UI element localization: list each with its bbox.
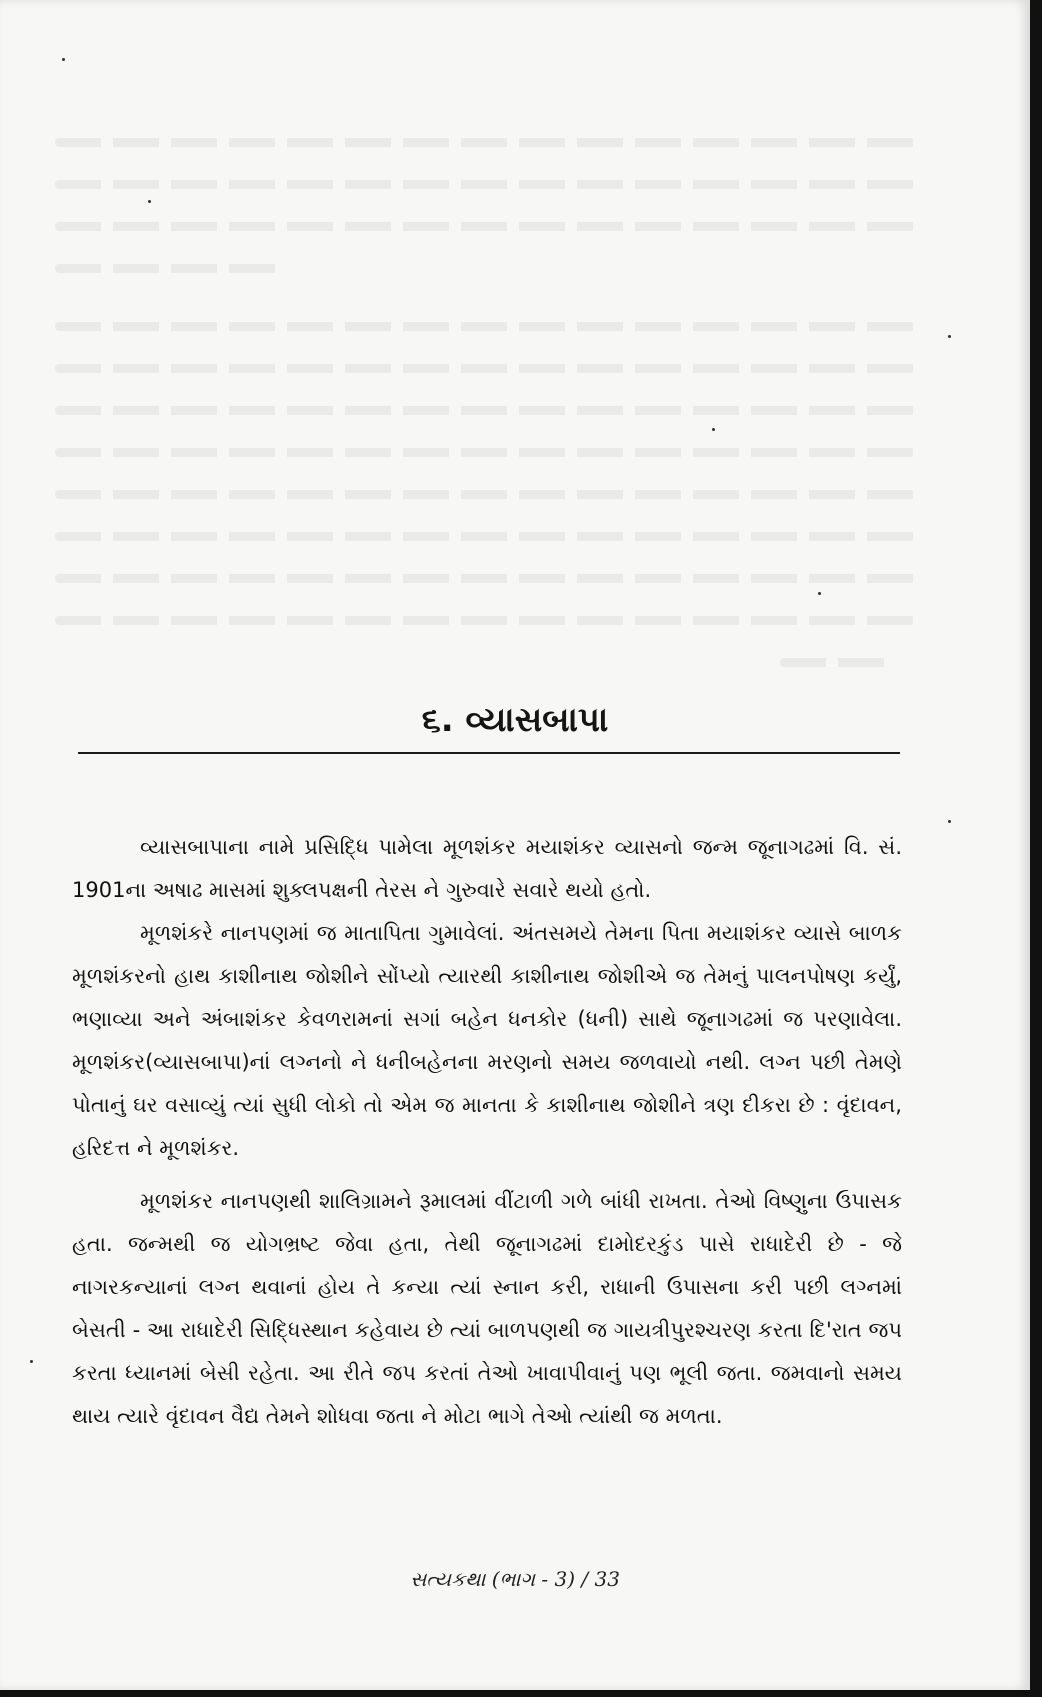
paper-speck [148,200,151,203]
paragraph-2: મૂળશંકરે નાનપણમાં જ માતાપિતા ગુમાવેલાં. અંતસમયે તેમના પિતા મયાશંકર વ્યાસે બાળક મૂળશંકરનો હાથ કાશીનાથ જોશીને સોંપ્યો ત્યારથી કાશીનાથ જોશીએ જ તેમનું પાલનપોષણ કર્યું, ભણાવ્યા અને અંબાશંકર કેવળરામનાં સગાં બહેન ધનકોર (ધની) સાથે જૂનાગઢમાં જ પરણાવેલા. મૂળશંકર(વ્યાસબાપા)નાં લગ્નનો ને ધનીબહેનના મરણનો સમય જળવાયો નથી. લગ્ન પછી તેમણે પોતાનું ઘર વસાવ્યું ત્યાં સુધી લોકો તો એમ જ માનતા કે કાશીનાથ જોશીને ત્રણ દીકરા છે : વૃંદાવન, હરિદત્ત ને મૂળશંકર. [72,921,902,1160]
bleed-through-line [55,364,915,373]
chapter-title: ૬. વ્યાસબાપા [421,700,609,740]
bleed-through-line [780,658,890,667]
chapter-body [72,826,902,1438]
bleed-through-line [55,264,285,273]
paper-speck [712,428,715,431]
paper-speck [818,592,821,595]
bleed-through-line [55,322,915,331]
title-divider [78,752,900,754]
paper-speck [948,335,951,338]
page-footer: સત્યકથા (ભાગ - 3) / 33 [410,1567,620,1591]
paper-speck [30,1360,33,1363]
bleed-through-line [55,222,915,231]
paper-speck [948,820,951,823]
bleed-through-line [55,406,915,415]
bleed-through-line [55,180,915,189]
bleed-through-line [55,490,915,499]
bleed-through-line [55,616,915,625]
paragraph-1: વ્યાસબાપાના નામે પ્રસિદ્ધિ પામેલા મૂળશંકર મયાશંકર વ્યાસનો જન્મ જૂનાગઢમાં વિ. સં. 1901ના અષાઢ માસમાં શુક્લપક્ષની તેરસ ને ગુરુવારે સવારે થયો હતો. [72,835,902,902]
bleed-through-line [55,448,915,457]
paragraph-3: મૂળશંકર નાનપણથી શાલિગ્રામને રૂમાલમાં વીંટાળી ગળે બાંધી રાખતા. તેઓ વિષ્ણુના ઉપાસક હતા. જન્મથી જ યોગભ્રષ્ટ જેવા હતા, તેથી જૂનાગઢમાં દામોદરકુંડ પાસે રાધાદેરી છે - જે નાગરકન્યાનાં લગ્ન થવાનાં હોય તે કન્યા ત્યાં સ્નાન કરી, રાધાની ઉપાસના કરી પછી લગ્નમાં બેસતી - આ રાધાદેરી સિદ્ધિસ્થાન કહેવાય છે ત્યાં બાળપણથી જ ગાયત્રીપુરશ્ચરણ કરતા દિ'રાત જપ કરતા ધ્યાનમાં બેસી રહેતા. આ રીતે જપ કરતાં તેઓ ખાવાપીવાનું પણ ભૂલી જતા. જમવાનો સમય થાય ત્યારે વૃંદાવન વૈદ્ય તેમને શોધવા જતા ને મોટા ભાગે તેઓ ત્યાંથી જ મળતા. [72,1189,902,1428]
bleed-through-line [55,532,915,541]
bleed-through-line [55,574,915,583]
paper-speck [62,58,65,61]
bleed-through-line [55,138,915,147]
